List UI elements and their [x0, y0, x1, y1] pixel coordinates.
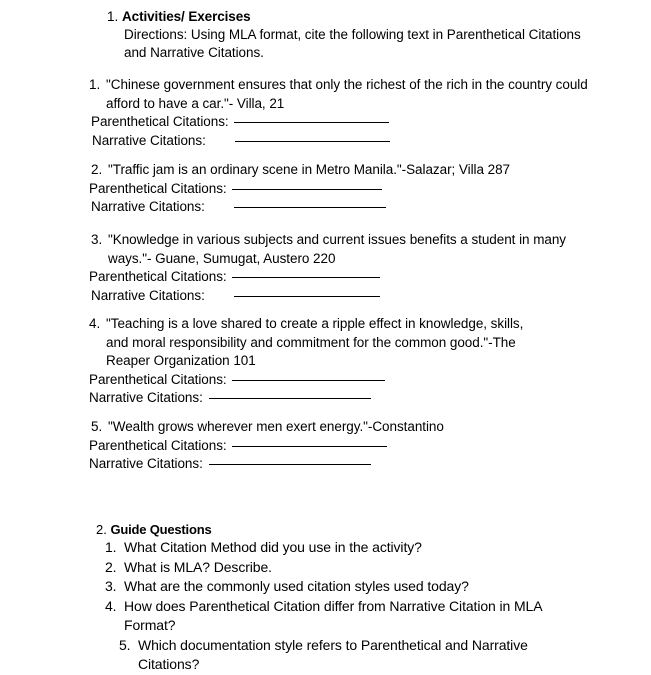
parenthetical-citations-line [89, 180, 601, 199]
guide-question-marker: 5. [119, 636, 131, 653]
citation-item-marker: 3. [91, 232, 103, 247]
citation-item [91, 418, 601, 474]
narrative-citations-label: Narrative Citations: [89, 456, 203, 471]
parenthetical-citations-line [89, 371, 539, 390]
narrative-citations-label: Narrative Citations: [89, 390, 203, 405]
guide-question-marker: 2. [105, 558, 117, 575]
narrative-citations-label: Narrative Citations: [91, 287, 205, 303]
parenthetical-citations-line [89, 437, 601, 456]
section-1-number: 1. [107, 9, 119, 24]
parenthetical-citations-blank[interactable] [232, 446, 387, 447]
citation-item [91, 161, 601, 217]
guide-question-item [105, 538, 585, 558]
parenthetical-citations-blank[interactable] [234, 122, 389, 123]
parenthetical-citations-label: Parenthetical Citations: [89, 437, 227, 453]
guide-question-marker: 4. [105, 597, 117, 614]
guide-question-item [112, 636, 585, 675]
citation-item [89, 76, 599, 150]
citation-quote [89, 315, 539, 371]
parenthetical-citations-blank[interactable] [232, 277, 380, 278]
guide-question-marker: 1. [105, 539, 117, 555]
section-2-title: Guide Questions [110, 522, 212, 537]
citation-item [91, 231, 591, 305]
citation-quote [91, 161, 601, 180]
parenthetical-citations-label: Parenthetical Citations: [91, 114, 229, 129]
citation-quote [89, 76, 599, 113]
citation-item-marker: 2. [91, 162, 103, 177]
citation-quote [91, 231, 591, 268]
section-1-heading [107, 8, 251, 25]
narrative-citations-label: Narrative Citations: [91, 199, 205, 214]
parenthetical-citations-line [91, 113, 599, 132]
parenthetical-citations-blank[interactable] [232, 380, 385, 381]
section-1-title: Activities/ Exercises [122, 9, 251, 24]
section-2-heading [96, 521, 211, 538]
narrative-citations-label: Narrative Citations: [92, 132, 206, 148]
guide-question-item [105, 597, 585, 636]
narrative-citations-blank[interactable] [234, 296, 380, 297]
guide-question-marker: 3. [105, 578, 117, 594]
parenthetical-citations-label: Parenthetical Citations: [89, 371, 227, 387]
guide-question-text: Which documentation style refers to Parenthetical and Narrative Citations? [138, 636, 528, 672]
parenthetical-citations-label: Parenthetical Citations: [89, 180, 227, 196]
parenthetical-citations-line [89, 268, 591, 287]
narrative-citations-line [92, 132, 599, 151]
guide-question-text: How does Parenthetical Citation differ from Narrative Citation in MLA Format? [124, 597, 542, 633]
citation-quote-text: "Knowledge in various subjects and current issues benefits a student in many ways."- Guane, Sumugat, Austero 220 [108, 232, 567, 266]
citation-quote-text: "Teaching is a love shared to create a ripple effect in knowledge, skills, and moral responsibility and commitment for the common good."-The Reaper Organization 101 [106, 316, 524, 368]
directions-text: Directions: Using MLA format, cite the following text in Parenthetical Citations and Narrative Citations. [124, 27, 581, 60]
narrative-citations-line [91, 287, 591, 306]
citation-quote-text: "Wealth grows wherever men exert energy."-Constantino [108, 419, 444, 434]
guide-question-item [105, 558, 585, 578]
guide-question-text: What Citation Method did you use in the activity? [124, 539, 422, 555]
parenthetical-citations-blank[interactable] [232, 189, 382, 190]
narrative-citations-blank[interactable] [209, 398, 371, 399]
citation-quote-text: "Traffic jam is an ordinary scene in Metro Manila."-Salazar; Villa 287 [108, 162, 511, 177]
narrative-citations-blank[interactable] [234, 207, 386, 208]
citation-item-marker: 5. [91, 419, 103, 434]
citation-quote [91, 418, 601, 437]
narrative-citations-blank[interactable] [235, 141, 390, 142]
citation-item-marker: 1. [89, 77, 101, 92]
citation-item-marker: 4. [89, 316, 101, 331]
narrative-citations-line [91, 198, 601, 217]
parenthetical-citations-label: Parenthetical Citations: [89, 269, 227, 284]
section-2-number: 2. [96, 522, 107, 537]
citation-item [89, 315, 539, 408]
guide-question-text: What is MLA? Describe. [124, 558, 272, 575]
narrative-citations-line [89, 389, 539, 408]
narrative-citations-line [89, 455, 601, 474]
citation-quote-text: "Chinese government ensures that only the richest of the rich in the country could afford to have a car."- Villa, 21 [106, 77, 588, 111]
guide-question-item [105, 577, 585, 597]
narrative-citations-blank[interactable] [209, 464, 371, 465]
guide-questions-list [105, 538, 585, 675]
guide-question-text: What are the commonly used citation styles used today? [124, 578, 469, 594]
